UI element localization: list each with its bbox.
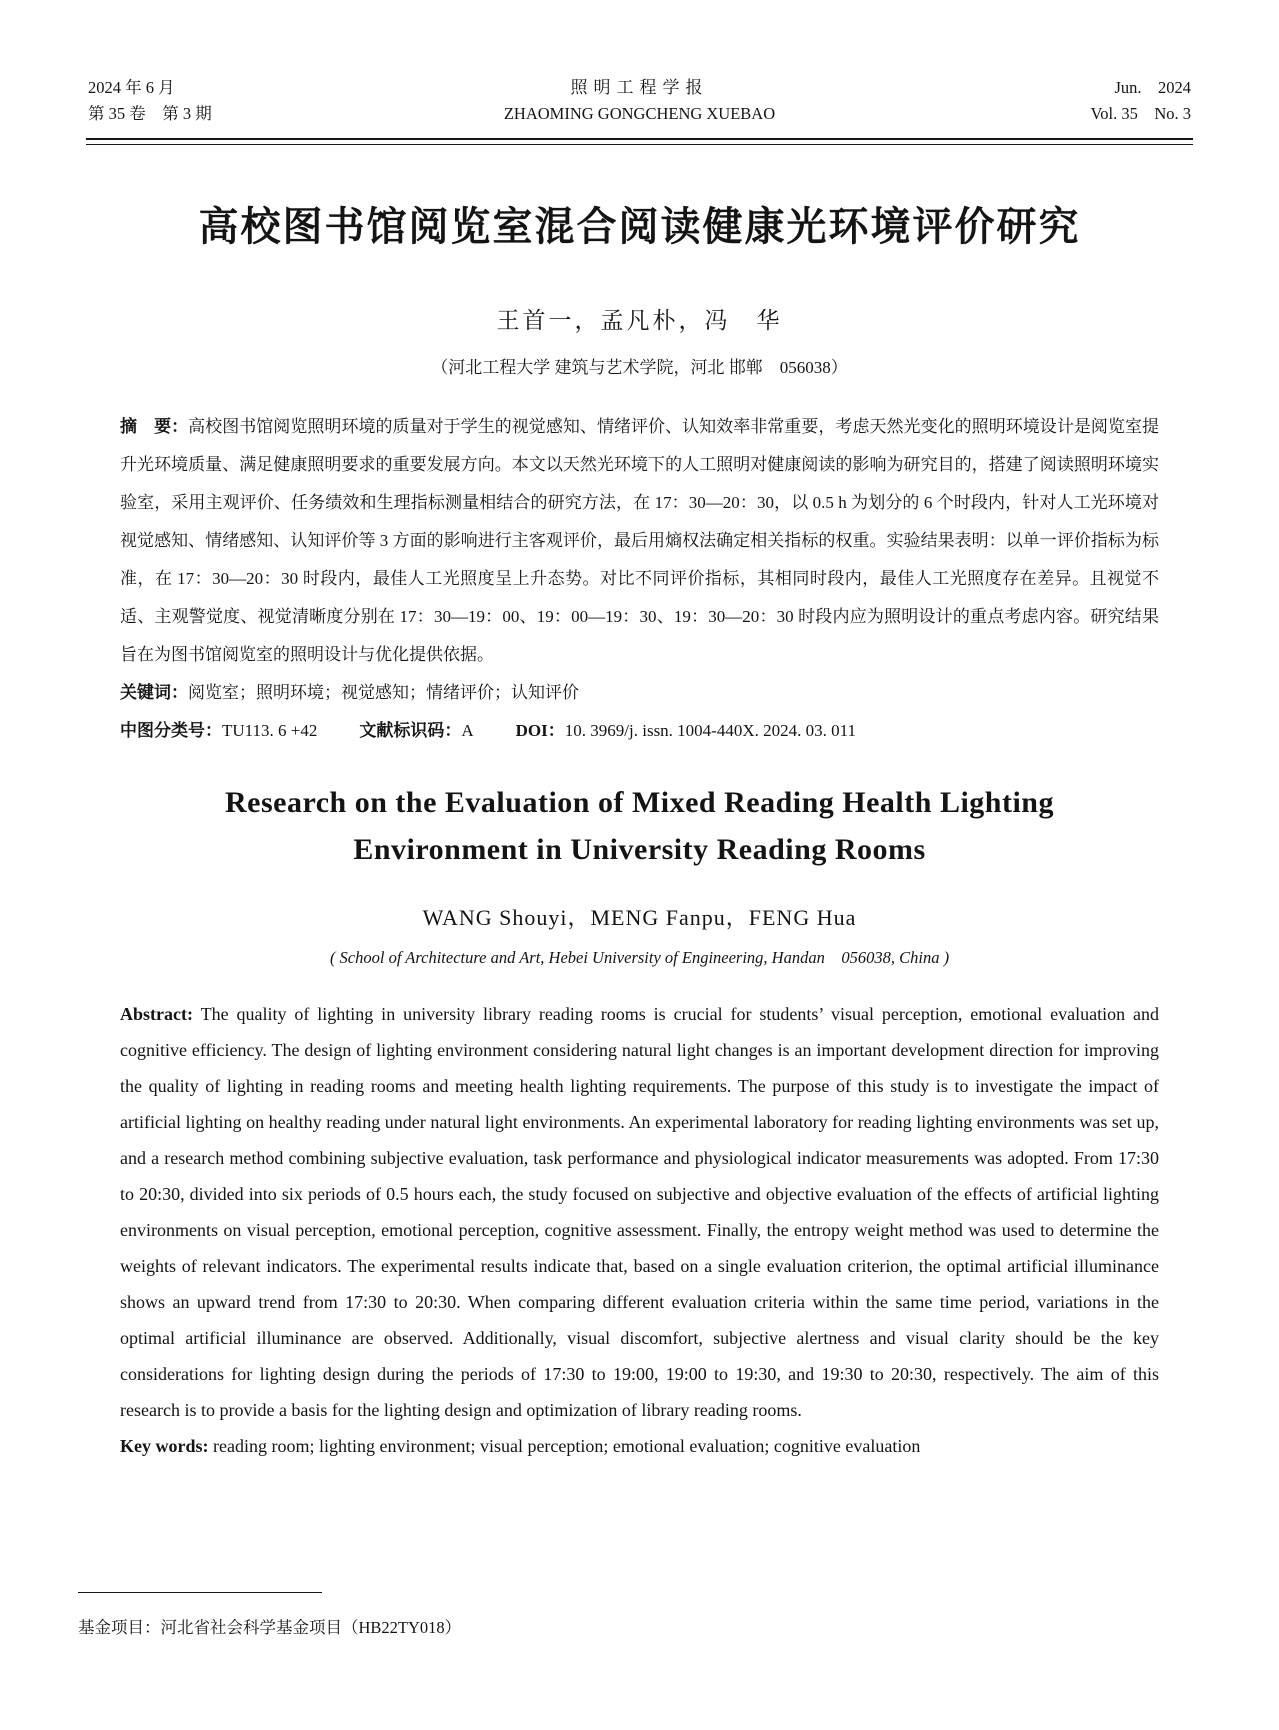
- header-left: [88, 75, 278, 128]
- paper-title-en-line2: Environment in University Reading Rooms: [353, 832, 926, 866]
- meta-line: [120, 712, 1159, 750]
- keywords-cn-text: 阅览室；照明环境；视觉感知；情绪评价；认知评价: [188, 683, 579, 703]
- divider-thin-line: [86, 144, 1193, 145]
- header-date-en: Jun. 2024: [1114, 77, 1191, 97]
- abstract-en-paragraph: [120, 996, 1159, 1428]
- abstract-en-label: Abstract:: [120, 1004, 193, 1025]
- authors-en: WANG Shouyi，MENG Fanpu，FENG Hua: [422, 905, 857, 931]
- clc-group: [120, 721, 317, 740]
- journal-header: [88, 0, 1191, 128]
- abstract-cn-paragraph: [120, 408, 1159, 675]
- funding-note: 基金项目：河北省社会科学基金项目（HB22TY018）: [78, 1618, 462, 1637]
- chinese-abstract-block: [120, 408, 1159, 751]
- paper-title-en-line1: Research on the Evaluation of Mixed Reading Health Lighting: [225, 786, 1054, 820]
- header-right: [1001, 75, 1191, 128]
- header-issue-cn: 第 35 卷 第 3 期: [88, 104, 212, 124]
- doi-group: [516, 721, 856, 740]
- abstract-cn-label: 摘 要：: [120, 416, 189, 436]
- affiliation-en: ( School of Architecture and Art, Hebei University of Engineering, Handan 056038, China ): [329, 948, 950, 968]
- header-divider: [86, 138, 1193, 145]
- divider-thick-line: [86, 138, 1193, 140]
- english-abstract-block: [120, 996, 1159, 1464]
- doi-value: 10. 3969/j. issn. 1004-440X. 2024. 03. 011: [564, 721, 856, 741]
- header-issue-en: Vol. 35 No. 3: [1090, 104, 1191, 124]
- journal-name-pinyin: ZHAOMING GONGCHENG XUEBAO: [503, 104, 776, 124]
- header-date-cn: 2024 年 6 月: [88, 77, 175, 97]
- paper-title-cn: 高校图书馆阅览室混合阅读健康光环境评价研究: [198, 204, 1081, 249]
- abstract-cn-text: 高校图书馆阅览照明环境的质量对于学生的视觉感知、情绪评价、认知效率非常重要，考虑天然光变化的照明环境设计是阅览室提升光环境质量、满足健康照明要求的重要发展方向。本文以天然光环境下的人工照明对健康阅读的影响为研究目的，搭建了阅读照明环境实验室，采用主观评价、任务绩效和生理指标测量相结合的研究方法，在 17：30—20：30，以 0.5 h 为划分的 6 个时段内，针对人工光环境对视觉感知、情绪感知、认知评价等 3 方面的影响进行主客观评价，最后用熵权法确定相关指标的权重。实验结果表明：以单一评价指标为标准，在 17：30—20：30 时段内，最佳人工光照度呈上升态势。对比不同评价指标，其相同时段内，最佳人工光照度存在差异。且视觉不适、主观警觉度、视觉清晰度分别在 17：30—19：00、19：00—19：30、19：30—20：30 时段内应为照明设计的重点考虑内容。研究结果旨在为图书馆阅览室的照明设计与优化提供依据。: [120, 416, 1160, 665]
- abstract-en-text: The quality of lighting in university library reading rooms is crucial for students’ visual perception, emotional evaluation and cognitive efficiency. The design of lighting environment considering natural light changes is an important development direction for improving the quality of lighting in reading rooms and meeting health lighting requirements. The purpose of this study is to investigate the impact of artificial lighting on healthy reading under natural light environments. An experimental laboratory for reading lighting environments was set up, and a research method combining subjective evaluation, task performance and physiological indicator measurements was adopted. From 17:30 to 20:30, divided into six periods of 0.5 hours each, the study focused on subjective and objective evaluation of the effects of artificial lighting environments on visual perception, emotional perception, cognitive assessment. Finally, the entropy weight method was used to determine the weights of relevant indicators. The experimental results indicate that, based on a single evaluation criterion, the optimal artificial illuminance shows an upward trend from 17:30 to 20:30. When comparing different evaluation criteria within the same time period, variations in the optimal artificial illuminance are observed. Additionally, visual discomfort, subjective alertness and visual clarity should be the key considerations for lighting design during the periods of 17:30 to 19:00, 19:00 to 19:30, and 19:30 to 20:30, respectively. The aim of this research is to provide a basis for the lighting design and optimization of library reading rooms.: [120, 1004, 1159, 1421]
- clc-value: TU113. 6 +42: [222, 721, 318, 741]
- keywords-cn-label: 关键词：: [120, 683, 188, 703]
- keywords-en-text: reading room; lighting environment; visual perception; emotional evaluation; cognitive evaluation: [208, 1436, 921, 1457]
- clc-label: 中图分类号：: [120, 721, 222, 741]
- doi-label: DOI：: [515, 721, 565, 741]
- journal-name-cn: 照明工程学报: [570, 78, 709, 97]
- doc-code-label: 文献标识码：: [359, 721, 462, 741]
- keywords-cn-line: [120, 674, 1159, 712]
- header-center: [278, 74, 1001, 128]
- affiliation-cn: （河北工程大学 建筑与艺术学院，河北 邯郸 056038）: [431, 357, 848, 377]
- keywords-en-line: [120, 1428, 1159, 1464]
- doc-code-value: A: [461, 721, 474, 741]
- keywords-en-label: Key words:: [120, 1436, 209, 1457]
- paper-title-en: [110, 780, 1169, 873]
- footnote-divider: [78, 1592, 322, 1593]
- authors-cn: 王首一，孟凡朴，冯 华: [496, 307, 783, 333]
- doc-code-group: [359, 721, 473, 740]
